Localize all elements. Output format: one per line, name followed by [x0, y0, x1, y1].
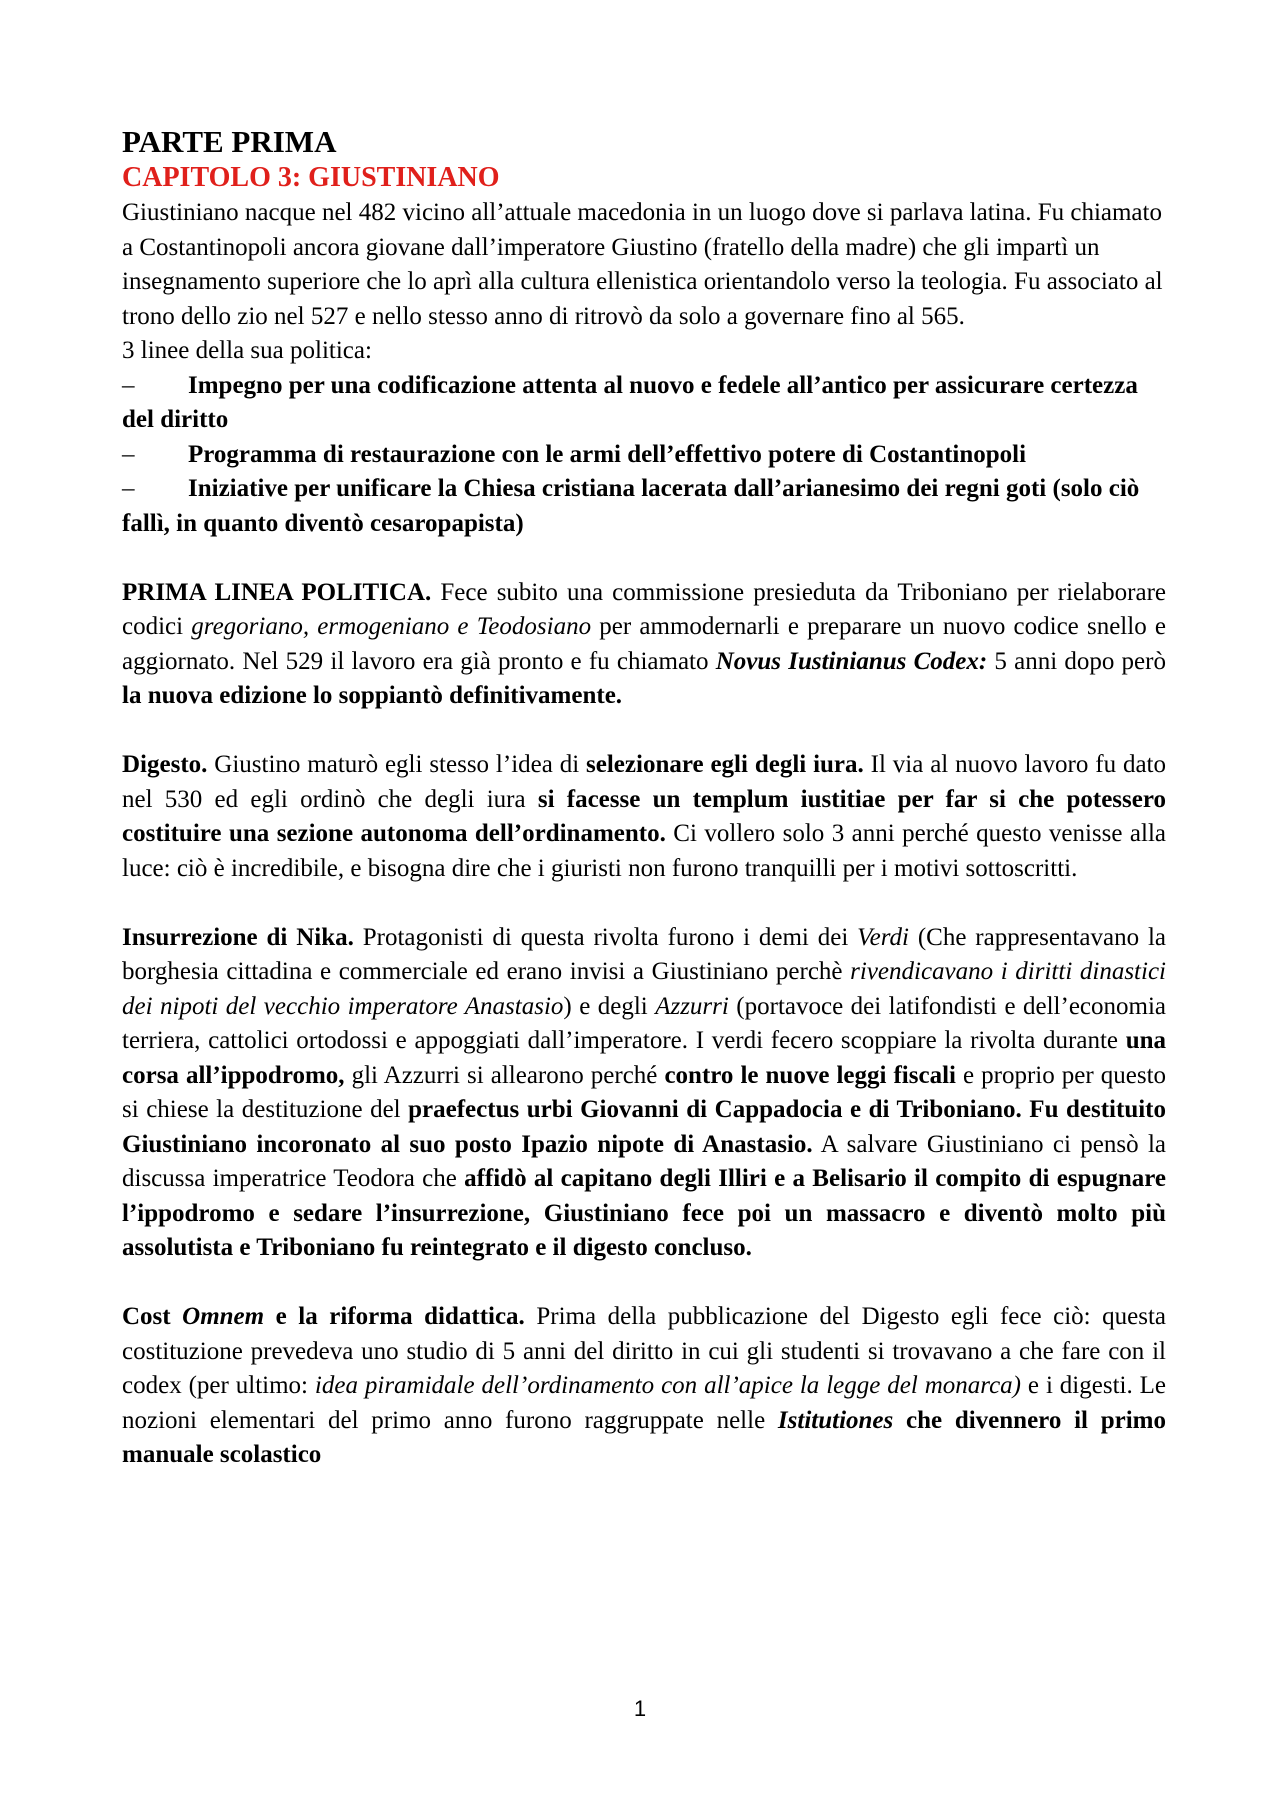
text-run: gli Azzurri si allearono perché: [344, 1061, 665, 1089]
heading-run: Cost: [122, 1303, 183, 1330]
text-run: Protagonisti di questa rivolta furono i demi dei: [353, 923, 858, 951]
section-heading: Insurrezione di Nika.: [122, 923, 354, 951]
bold-run: la nuova edizione lo soppiantò definitivamente.: [122, 682, 623, 709]
section-heading: PRIMA LINEA POLITICA.: [122, 578, 432, 606]
list-item: [122, 369, 1166, 438]
text-run: e i digesti. Le nozioni elementari del primo anno furono raggruppate nelle: [122, 1372, 1166, 1434]
digesto-paragraph: [122, 748, 1166, 886]
bold-run: contro le nuove leggi fiscali: [664, 1061, 956, 1089]
nika-paragraph: [122, 921, 1166, 1266]
bold-run: una corsa all’ippodromo,: [122, 1027, 1166, 1089]
document-page: [122, 124, 1166, 1473]
bold-run: selezionare egli degli iura.: [586, 751, 864, 778]
text-run: e proprio per questo si chiese la destituzione del: [122, 1061, 1167, 1123]
list-item-text: Iniziative per unificare la Chiesa cristiana lacerata dall’arianesimo dei regni goti (solo ciò fallì, in quanto diventò cesaropapista): [122, 475, 1140, 537]
bold-italic-run: Novus Iustinianus Codex:: [715, 647, 988, 675]
dash-bullet: –: [122, 475, 135, 502]
bold-run: che divennero il primo manuale scolastico: [122, 1406, 1166, 1468]
text-run: A salvare Giustiniano ci pensò la discussa imperatrice Teodora che: [122, 1130, 1166, 1192]
text-run: ) e degli: [563, 992, 656, 1020]
prima-linea-paragraph: [122, 576, 1166, 714]
intro-paragraph: Giustiniano nacque nel 482 vicino all’attuale macedonia in un luogo dove si parlava latina. Fu chiamato a Costantinopoli ancora giovane dall’imperatore Giustino (fratello della madre) che gli impartì un insegnamento superiore che lo aprì alla cultura ellenistica orientandolo verso la teologia. Fu associato al trono dello zio nel 527 e nello stesso anno di ritrovò da solo a governare fino al 565.: [122, 199, 1163, 330]
text-run: Prima della pubblicazione del Digesto egli fece ciò: questa costituzione prevedeva uno studio di 5 anni del diritto in cui gli studenti si trovavano a che fare con il codex (per ultimo:: [122, 1303, 1166, 1399]
italic-run: rivendicavano i diritti dinastici dei nipoti del vecchio imperatore Anastasio: [122, 958, 1166, 1020]
heading-run: e la riforma didattica.: [264, 1303, 525, 1330]
part-title: PARTE PRIMA: [122, 124, 337, 159]
italic-run: Verdi: [857, 923, 909, 951]
dash-bullet: –: [122, 371, 135, 399]
text-run: (Che rappresentavano la borghesia cittadina e commerciale ed erano invisi a Giustiniano perchè: [122, 923, 1166, 985]
text-run: (portavoce dei latifondisti e dell’economia terriera, cattolici ortodossi e appoggiati dall’imperatore. I verdi fecero scoppiare la rivolta durante: [122, 992, 1166, 1054]
bold-run: praefectus urbi Giovanni di Cappadocia e di Triboniano. Fu destituito Giustiniano incoronato al suo posto Ipazio nipote di Anastasio.: [122, 1096, 1166, 1158]
text-run: per ammodernarli e preparare un nuovo codice snello e aggiornato. Nel 529 il lavoro era già pronto e fu chiamato: [122, 613, 1166, 675]
page-number: 1: [633, 1696, 647, 1721]
text-run: Fece subito una commissione presieduta da Triboniano per rielaborare codici: [122, 578, 1166, 640]
list-item-text: Impegno per una codificazione attenta al nuovo e fedele all’antico per assicurare certezza del diritto: [122, 371, 1138, 433]
politics-label: 3 linee della sua politica:: [122, 337, 372, 364]
bold-run: affidò al capitano degli Illiri e a Belisario il compito di espugnare l’ippodromo e sedare l’insurrezione, Giustiniano fece poi un massacro e diventò molto più assolutista e Triboniano fu reintegrato e il digesto concluso.: [122, 1165, 1166, 1261]
bold-run: si facesse un templum iustitiae per far si che potessero costituire una sezione autonoma dell’ordinamento.: [122, 785, 1166, 847]
section-heading: [122, 1303, 525, 1330]
list-item: [122, 438, 1166, 473]
dash-bullet: –: [122, 440, 135, 468]
bold-italic-run: Istitutiones: [777, 1406, 894, 1434]
list-item: [122, 472, 1166, 541]
italic-run: Azzurri: [655, 992, 729, 1020]
text-run: Ci vollero solo 3 anni perché questo venisse alla luce: ciò è incredibile, e bisogna dire che i giuristi non furono tranquilli per i motivi sottoscritti.: [122, 820, 1166, 882]
chapter-title: CAPITOLO 3: GIUSTINIANO: [122, 162, 500, 193]
heading-italic-run: Omnem: [182, 1303, 265, 1330]
section-heading: Digesto.: [122, 751, 208, 778]
text-run: Il via al nuovo lavoro fu dato nel 530 ed egli ordinò che degli iura: [122, 751, 1166, 813]
text-run: 5 anni dopo però: [987, 647, 1166, 675]
italic-run: idea piramidale dell’ordinamento con all’apice la legge del monarca): [314, 1372, 1022, 1399]
text-run: Giustino maturò egli stesso l’idea di: [207, 751, 587, 778]
italic-run: gregoriano, ermogeniano e Teodosiano: [191, 613, 592, 640]
list-item-text: Programma di restaurazione con le armi dell’effettivo potere di Costantinopoli: [188, 440, 1027, 468]
omnem-paragraph: [122, 1300, 1166, 1473]
